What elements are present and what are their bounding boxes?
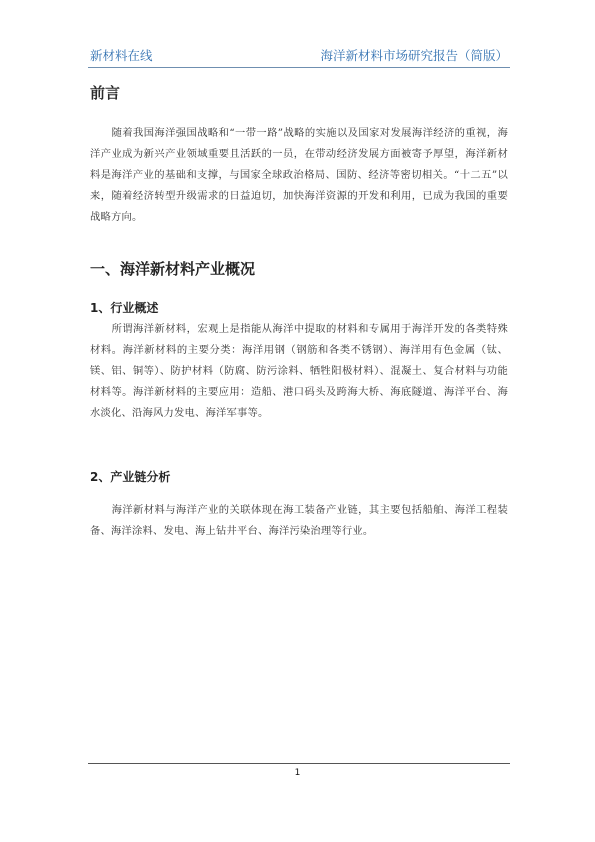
- industry-chain-paragraph: 海洋新材料与海洋产业的关联体现在海工装备产业链，其主要包括船舶、海洋工程装备、海洋涂料、发电、海上钻井平台、海洋污染治理等行业。: [90, 504, 508, 537]
- footer-divider: [88, 763, 510, 764]
- page-number: 1: [294, 768, 301, 778]
- header-site-name: 新材料在线: [90, 48, 153, 63]
- page-header: [90, 44, 508, 64]
- subsection-heading-industry-summary: 1、行业概述: [90, 301, 159, 315]
- header-report-title: 海洋新材料市场研究报告（简版）: [320, 48, 508, 63]
- industry-summary-paragraph: 所谓海洋新材料，宏观上是指能从海洋中提取的材料和专属用于海洋开发的各类特殊材料。海洋新材料的主要分类：海洋用钢（钢筋和各类不锈钢）、海洋用有色金属（钛、镁、铝、铜等）、防护材料（防腐、防污涂料、牺牲阳极材料）、混凝土、复合材料与功能材料等。海洋新材料的主要应用：造船、港口码头及跨海大桥、海底隧道、海洋平台、海水淡化、沿海风力发电、海洋军事等。: [90, 323, 508, 419]
- intro-paragraph: 随着我国海洋强国战略和“一带一路”战略的实施以及国家对发展海洋经济的重视，海洋产业成为新兴产业领域重要且活跃的一员，在带动经济发展方面被寄予厚望，海洋新材料是海洋产业的基础和支撑，与国家全球政治格局、国防、经济等密切相关。“十二五”以来，随着经济转型升级需求的日益迫切，加快海洋资源的开发和利用，已成为我国的重要战略方向。: [90, 127, 508, 223]
- subsection-heading-industry-chain: 2、产业链分析: [90, 470, 171, 484]
- header-divider: [88, 67, 510, 68]
- intro-heading: 前言: [90, 84, 121, 102]
- section-heading-industry-overview: 一、海洋新材料产业概况: [90, 260, 256, 278]
